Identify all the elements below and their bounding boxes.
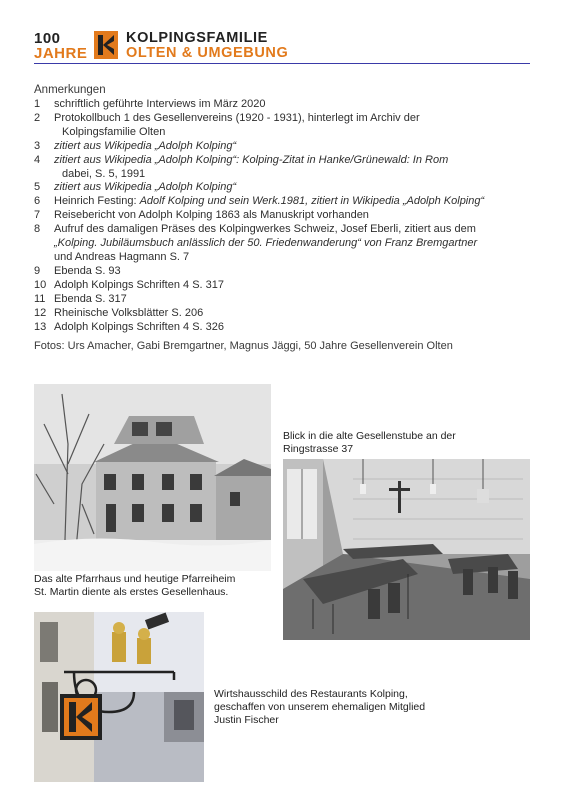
photo-credits: Fotos: Urs Amacher, Gabi Bremgartner, Magnus Jäggi, 50 Jahre Gesellenverein Olten <box>34 340 453 352</box>
note-item: 10 Adolph Kolpings Schriften 4 S. 317 <box>34 278 225 291</box>
anniversary-number: 100 <box>34 30 61 47</box>
notes-list <box>34 98 534 334</box>
anniversary-jahre: JAHRE <box>34 45 88 62</box>
note-item: 1 schriftlich geführte Interviews im März 2020 <box>34 98 266 110</box>
page-header <box>34 30 530 64</box>
note-item: 4 zitiert aus Wikipedia „Adolph Kolping“: Kolping-Zitat in Hanke/Grünewald: In Rom dabei, S. 5, 1991 <box>34 153 449 180</box>
parsonage-photo <box>34 384 271 571</box>
stube-caption: Blick in die alte Gesellenstube an der Ringstrasse 37 <box>283 430 456 455</box>
note-item: 8 Aufruf des damaligen Präses des Kolpingwerkes Schweiz, Josef Eberli, zitiert aus dem „Kolping. Jubiläumsbuch anlässlich der 50. Friedenwanderung“ von Franz Bremgartner und Andreas Hagmann S. 7 <box>34 223 478 263</box>
note-item: 13 Adolph Kolpings Schriften 4 S. 326 <box>34 320 225 333</box>
org-name-line1: KOLPINGSFAMILIE <box>126 30 268 46</box>
note-item: 2 Protokollbuch 1 des Gesellenvereins (1920 - 1931), hinterlegt im Archiv der Kolpingsfamilie Olten <box>34 111 420 138</box>
note-item: 3 zitiert aus Wikipedia „Adolph Kolping“ <box>34 139 237 152</box>
sign-photo <box>34 612 204 782</box>
note-item: 5 zitiert aus Wikipedia „Adolph Kolping“ <box>34 181 237 194</box>
note-item: 6 Heinrich Festing: Adolf Kolping und sein Werk.1981, zitiert in Wikipedia „Adolph Kolping“ <box>34 195 485 208</box>
note-item: 12 Rheinische Volksblätter S. 206 <box>34 306 204 319</box>
org-name-line2: OLTEN & UMGEBUNG <box>126 45 289 61</box>
kolping-logo-icon <box>94 31 118 59</box>
notes-title: Anmerkungen <box>34 84 106 96</box>
note-item: 11 Ebenda S. 317 <box>34 292 127 305</box>
parsonage-caption: Das alte Pfarrhaus und heutige Pfarreiheim St. Martin diente als erstes Gesellenhaus. <box>34 573 236 598</box>
gesellenstube-photo <box>283 459 530 640</box>
note-item: 7 Reisebericht von Adolph Kolping 1863 als Manuskript vorhanden <box>34 209 369 222</box>
note-item: 9 Ebenda S. 93 <box>34 264 121 277</box>
header-divider <box>34 63 530 64</box>
sign-caption: Wirtshausschild des Restaurants Kolping, geschaffen von unserem ehemaligen Mitglied Justin Fischer <box>214 688 426 726</box>
